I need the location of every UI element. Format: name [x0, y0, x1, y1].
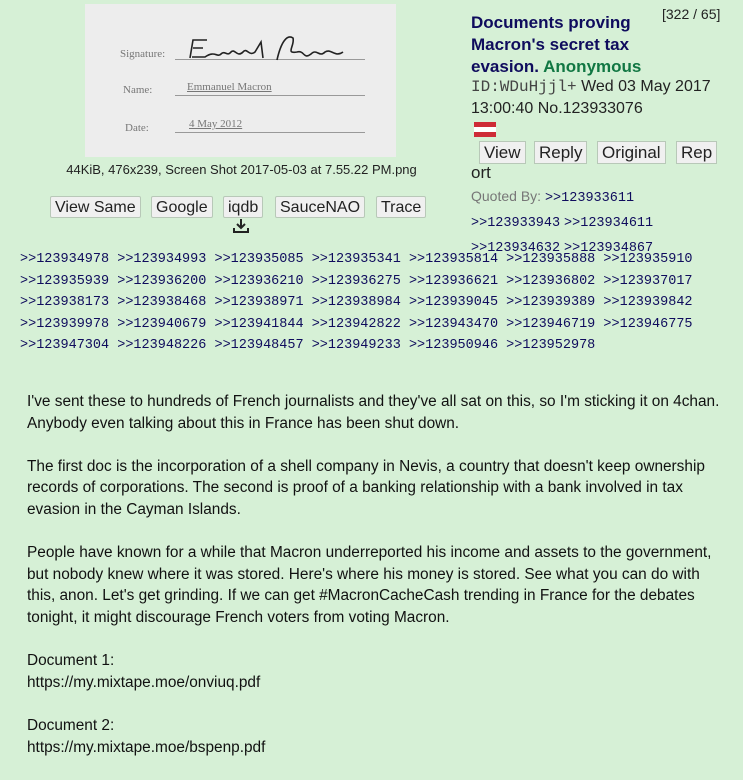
document-1-label: Document 1: [27, 652, 115, 670]
backlink[interactable]: >>123938984 [311, 295, 401, 311]
backlink[interactable]: >>123947304 [20, 338, 110, 354]
post-author: Anonymous [543, 57, 642, 76]
backlink[interactable]: >>123938971 [214, 295, 304, 311]
signature-scribble [185, 30, 360, 68]
reply-button[interactable]: Reply [534, 141, 587, 164]
view-button[interactable]: View [479, 141, 526, 164]
backlink[interactable]: >>123934993 [117, 252, 207, 267]
signature-label: Signature: [120, 48, 166, 60]
date-label: Date: [125, 122, 149, 134]
name-label: Name: [123, 84, 153, 96]
backlink[interactable]: >>123940679 [117, 316, 207, 332]
quote-link[interactable]: >>123933943 [471, 216, 561, 231]
flag-icon [474, 122, 496, 137]
backlink[interactable]: >>123939389 [506, 295, 596, 311]
document-2-label: Document 2: [27, 716, 115, 734]
backlink[interactable]: >>123939978 [20, 316, 110, 332]
backlink[interactable]: >>123936275 [311, 273, 401, 289]
post-body [27, 391, 727, 780]
google-button[interactable]: Google [151, 196, 213, 218]
post-meta [471, 76, 736, 120]
quote-link[interactable]: >>123934867 [564, 241, 654, 256]
report-button[interactable]: Rep [676, 141, 717, 164]
quote-link[interactable]: >>123934632 [471, 241, 561, 256]
view-same-button[interactable]: View Same [50, 196, 141, 218]
trace-button[interactable]: Trace [376, 196, 426, 218]
backlinks-list [20, 249, 720, 357]
quote-link[interactable]: >>123934611 [564, 216, 654, 231]
poster-id[interactable]: ID:WDuHjjl+ [471, 78, 577, 96]
backlink[interactable]: >>123939842 [603, 295, 693, 311]
saucenao-button[interactable]: SauceNAO [275, 196, 365, 218]
backlink[interactable]: >>123943470 [408, 316, 499, 332]
backlink[interactable]: >>123948226 [117, 338, 207, 354]
backlink[interactable]: >>123934978 [20, 252, 110, 267]
backlink[interactable]: >>123946775 [603, 316, 693, 332]
backlink[interactable]: >>123938173 [20, 295, 110, 311]
backlink[interactable]: >>123935341 [311, 252, 401, 267]
name-value: Emmanuel Macron [187, 81, 272, 93]
original-button[interactable]: Original [597, 141, 666, 164]
backlink[interactable]: >>123935085 [214, 252, 304, 267]
backlink[interactable]: >>123942822 [311, 316, 401, 332]
file-info: 44KiB, 476x239, Screen Shot 2017-05-03 at 7.55.22 PM.png [66, 162, 417, 177]
post-paragraph: The first doc is the incorporation of a shell company in Nevis, a country that doesn't keep ownership records of corporations. The second is proof of a banking relationship with a bank involved in tax evasion in the Cayman Islands. [27, 457, 705, 518]
backlink[interactable]: >>123941844 [214, 316, 304, 332]
backlink[interactable]: >>123950946 [408, 338, 499, 354]
backlink[interactable]: >>123935939 [20, 273, 110, 289]
post-datetime: Wed 03 May 2017 13:00:40 [471, 78, 711, 117]
post-number[interactable]: No.123933076 [537, 100, 643, 117]
backlink[interactable]: >>123938468 [117, 295, 207, 311]
download-icon[interactable] [232, 217, 250, 235]
backlink[interactable]: >>123936210 [214, 273, 304, 289]
reply-counter: [322 / 65] [662, 6, 721, 22]
backlink[interactable]: >>123946719 [506, 316, 596, 332]
post-paragraph: I've sent these to hundreds of French journalists and they've all sat on this, so I'm sticking it on 4chan. Anybody even talking about this in France has been shut down. [27, 393, 720, 432]
document-2-link[interactable]: https://my.mixtape.moe/bspenp.pdf [27, 738, 266, 756]
backlink[interactable]: >>123939045 [408, 295, 499, 311]
iqdb-button[interactable]: iqdb [223, 196, 263, 218]
backlink[interactable]: >>123949233 [311, 338, 401, 354]
post-header [471, 12, 661, 78]
backlink[interactable]: >>123935888 [506, 252, 596, 267]
quote-link[interactable]: >>123933611 [544, 191, 635, 206]
backlink[interactable]: >>123937017 [603, 273, 693, 289]
document-1-link[interactable]: https://my.mixtape.moe/onviuq.pdf [27, 673, 261, 691]
date-value: 4 May 2012 [189, 118, 243, 130]
backlink[interactable]: >>123936621 [408, 273, 499, 289]
post-image-thumbnail[interactable] [85, 4, 396, 157]
backlink[interactable]: >>123948457 [214, 338, 304, 354]
backlink[interactable]: >>123952978 [506, 338, 596, 354]
backlink[interactable]: >>123935814 [408, 252, 499, 267]
backlink[interactable]: >>123936802 [506, 273, 596, 289]
report-button-wrap[interactable]: ort [471, 163, 491, 182]
backlink[interactable]: >>123935910 [603, 252, 693, 267]
name-line [175, 95, 365, 96]
post-subject: Documents proving Macron's secret tax evasion. [471, 13, 631, 76]
backlink[interactable]: >>123936200 [117, 273, 207, 289]
quoted-by-label: Quoted By: [471, 188, 542, 204]
date-line [175, 132, 365, 133]
post-paragraph: People have known for a while that Macron underreported his income and assets to the government, but nobody knew where it was stored. Here's where his money is stored. See what you can do with this, anon. Let's get grinding. If we can get #MacronCacheCash trending in France for the debates tonight, it might discourage French voters from voting Macron. [27, 544, 712, 626]
